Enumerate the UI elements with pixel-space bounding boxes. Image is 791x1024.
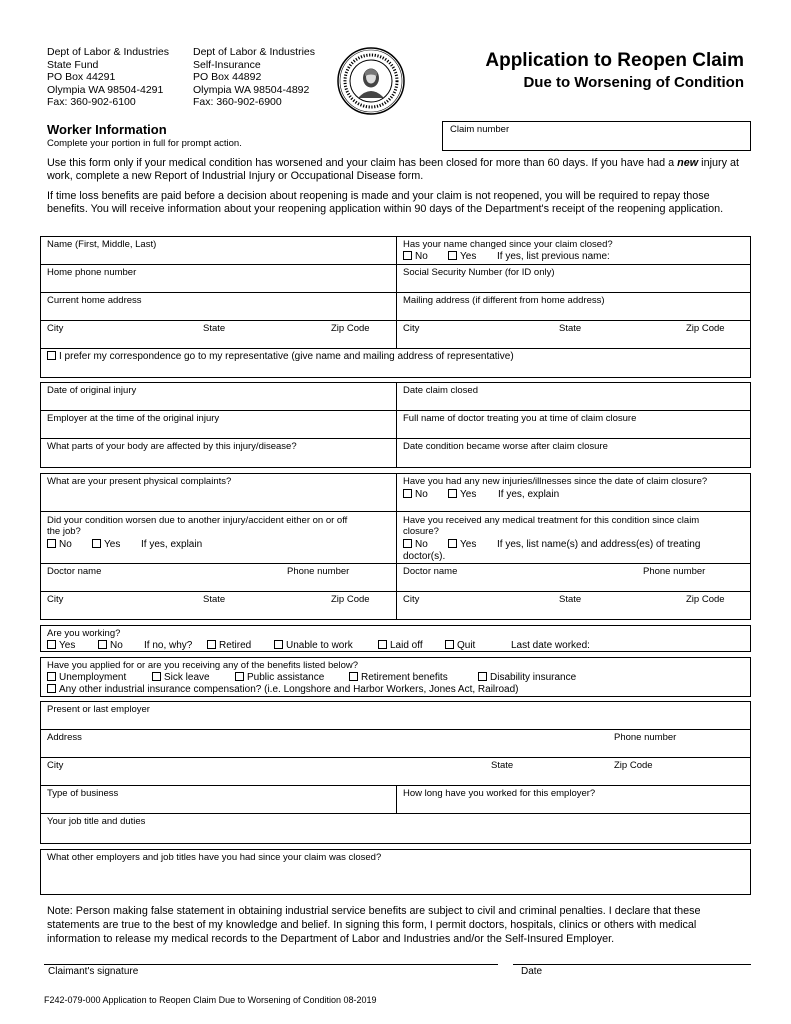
treatment-no-checkbox[interactable]: No [403,539,428,550]
row-doctor-city [41,592,750,620]
name-changed-label: Has your name changed since your claim closed? [403,239,613,250]
checkbox-icon [403,539,412,548]
retired-checkbox[interactable]: Retired [207,640,251,651]
type-of-business-field[interactable]: Type of business [47,788,119,799]
intro-paragraph-1: Use this form only if your medical condition has worsened and your claim has been closed for more than 60 days. If you have had a new injury at work, complete a new Report of Industrial Injury or Occupational Disease form. [47,157,739,182]
new-injuries-no-checkbox[interactable]: No [403,489,428,500]
treating-doctor-phone-field[interactable]: Phone number [643,566,706,577]
claim-closed-date-field[interactable]: Date claim closed [403,385,478,396]
row-present-employer [41,702,750,730]
treating-doctor-name-field[interactable]: Doctor name [403,566,458,577]
new-injuries-label: Have you had any new injuries/illnesses since the date of claim closure? [403,476,708,487]
form-subtitle: Due to Worsening of Condition [523,74,744,91]
intro-paragraph-2: If time loss benefits are paid before a decision about reopening is made and your claim is not reopened, you will be required to repay those benefits. You will receive information about your reopening application within 90 days of the Department's receipt of the reopening application. [47,190,724,215]
other-employers-field[interactable]: What other employers and job titles have you had since your claim was closed? [47,852,382,863]
present-employer-field[interactable]: Present or last employer [47,704,150,715]
claim-number-label: Claim number [450,124,510,135]
row-worsen [41,512,750,564]
previous-name-field[interactable]: If yes, list previous name: [497,251,610,262]
claimant-signature-label: Claimant's signature [48,966,139,977]
working-no-checkbox[interactable]: No [98,640,123,651]
disability-insurance-checkbox[interactable]: Disability insurance [478,672,576,683]
row-employer-address [41,730,750,758]
last-date-worked-field[interactable]: Last date worked: [511,640,590,651]
mailing-state-field[interactable]: State [559,323,582,334]
checkbox-icon [403,251,412,260]
original-employer-field[interactable]: Employer at the time of the original injury [47,413,220,424]
representative-checkbox[interactable]: I prefer my correspondence go to my representative (give name and mailing address of representative) [47,351,514,362]
unable-to-work-checkbox[interactable]: Unable to work [274,640,353,651]
row-employer [41,411,750,439]
other-compensation-checkbox[interactable]: Any other industrial insurance compensation? (i.e. Longshore and Harbor Workers, Jones Act, Railroad) [47,684,519,695]
treatment-label-1: Have you received any medical treatment for this condition since claim [403,515,700,526]
checkbox-icon [47,351,56,360]
legal-note: Note: Person making false statement in obtaining industrial service benefits are subject to civil and criminal penalties. I declare that these statements are true to the best of my knowledge and belief. In signing this form, I permit doctors, hospitals, clinics or others with medical information to release my medical records to the Department of Labor and Industries and/or the Self-Insured Employer. [47,905,701,945]
checkbox-icon [98,640,107,649]
date-label: Date [521,966,543,977]
doctor-at-closure-field[interactable]: Full name of doctor treating you at time of claim closure [403,413,637,424]
employer-section [40,701,751,844]
treatment-label-2: closure? [403,526,439,537]
sick-leave-checkbox[interactable]: Sick leave [152,672,210,683]
row-name [41,237,750,265]
checkbox-icon [448,489,457,498]
row-business [41,786,750,814]
if-no-why-label: If no, why? [144,640,193,651]
retirement-benefits-checkbox[interactable]: Retirement benefits [349,672,448,683]
job-title-duties-field[interactable]: Your job title and duties [47,816,146,827]
benefits-label: Have you applied for or are you receiving any of the benefits listed below? [47,660,359,671]
new-injuries-explain-field[interactable]: If yes, explain [498,489,560,500]
checkbox-icon [47,684,56,693]
ssn-field[interactable]: Social Security Number (for ID only) [403,267,555,278]
employer-address-field[interactable]: Address [47,732,82,743]
personal-info-section [40,236,751,378]
home-state-field[interactable]: State [203,323,226,334]
worse-date-field[interactable]: Date condition became worse after claim closure [403,441,608,452]
treatment-list-label-2: doctor(s). [403,551,446,562]
home-address-field[interactable]: Current home address [47,295,142,306]
are-you-working-label: Are you working? [47,628,121,639]
quit-checkbox[interactable]: Quit [445,640,475,651]
claimant-signature-line[interactable] [44,964,498,965]
laid-off-checkbox[interactable]: Laid off [378,640,423,651]
condition-section [40,473,751,620]
home-phone-field[interactable]: Home phone number [47,267,137,278]
claim-number-field[interactable] [442,121,751,151]
form-footer: F242-079-000 Application to Reopen Claim Due to Worsening of Condition 08-2019 [44,995,377,1005]
checkbox-icon [235,672,244,681]
doctor-zip-field[interactable]: Zip Code [331,594,370,605]
checkbox-icon [274,640,283,649]
doctor-state-field[interactable]: State [203,594,226,605]
unemployment-checkbox[interactable]: Unemployment [47,672,126,683]
checkbox-icon [445,640,454,649]
home-city-field[interactable]: City [47,323,64,334]
name-changed-no-checkbox[interactable]: No [403,251,428,262]
checkbox-icon [349,672,358,681]
public-assistance-checkbox[interactable]: Public assistance [235,672,324,683]
injury-info-section [40,382,751,468]
worsen-yes-checkbox[interactable]: Yes [92,539,120,550]
row-body [41,439,750,467]
row-phone [41,265,750,293]
treating-doctor-city-field[interactable]: City [403,594,420,605]
name-field[interactable]: Name (First, Middle, Last) [47,239,157,250]
treating-doctor-zip-field[interactable]: Zip Code [686,594,725,605]
name-changed-yes-checkbox[interactable]: Yes [448,251,476,262]
checkbox-icon [47,640,56,649]
washington-state-seal-icon [336,46,406,116]
self-insurance-address: Dept of Labor & Industries Self-Insurance PO Box 44892 Olympia WA 98504-4892 Fax: 360-902-6900 [193,46,315,109]
row-dates [41,383,750,411]
row-address [41,293,750,321]
employment-length-field[interactable]: How long have you worked for this employer? [403,788,596,799]
row-doctor [41,564,750,592]
doctor-phone-field[interactable]: Phone number [287,566,350,577]
checkbox-icon [92,539,101,548]
employer-state-field[interactable]: State [491,760,514,771]
worker-information-heading: Worker Information [47,122,167,137]
other-employers-section [40,849,751,895]
date-signature-line[interactable] [513,964,751,965]
benefits-section [40,657,751,697]
home-zip-field[interactable]: Zip Code [331,323,370,334]
row-job-title [41,814,750,843]
employer-city-field[interactable]: City [47,760,64,771]
worker-information-instruction: Complete your portion in full for prompt action. [47,138,242,149]
checkbox-icon [207,640,216,649]
worsen-explain-field[interactable]: If yes, explain [141,539,203,550]
doctor-city-field[interactable]: City [47,594,64,605]
new-injuries-yes-checkbox[interactable]: Yes [448,489,476,500]
form-title: Application to Reopen Claim [485,50,744,71]
body-parts-field[interactable]: What parts of your body are affected by this injury/disease? [47,441,297,452]
checkbox-icon [152,672,161,681]
mailing-zip-field[interactable]: Zip Code [686,323,725,334]
employment-status-section [40,625,751,652]
worsen-label-1: Did your condition worsen due to another injury/accident either on or off [47,515,348,526]
checkbox-icon [47,539,56,548]
doctor-name-field[interactable]: Doctor name [47,566,102,577]
mailing-city-field[interactable]: City [403,323,420,334]
employer-phone-field[interactable]: Phone number [614,732,677,743]
treatment-yes-checkbox[interactable]: Yes [448,539,476,550]
row-employer-city [41,758,750,786]
state-fund-address: Dept of Labor & Industries State Fund PO Box 44291 Olympia WA 98504-4291 Fax: 360-902-6100 [47,46,169,109]
row-representative [41,349,750,377]
checkbox-icon [47,672,56,681]
employer-zip-field[interactable]: Zip Code [614,760,653,771]
mailing-address-field[interactable]: Mailing address (if different from home address) [403,295,605,306]
physical-complaints-field[interactable]: What are your present physical complaints? [47,476,232,487]
row-city [41,321,750,349]
checkbox-icon [448,251,457,260]
checkbox-icon [478,672,487,681]
treatment-list-label-1[interactable]: If yes, list name(s) and address(es) of treating [497,539,701,550]
worsen-label-2: the job? [47,526,81,537]
treating-doctor-state-field[interactable]: State [559,594,582,605]
injury-date-field[interactable]: Date of original injury [47,385,137,396]
working-yes-checkbox[interactable]: Yes [47,640,75,651]
row-complaints [41,474,750,512]
checkbox-icon [378,640,387,649]
worsen-no-checkbox[interactable]: No [47,539,72,550]
checkbox-icon [448,539,457,548]
checkbox-icon [403,489,412,498]
